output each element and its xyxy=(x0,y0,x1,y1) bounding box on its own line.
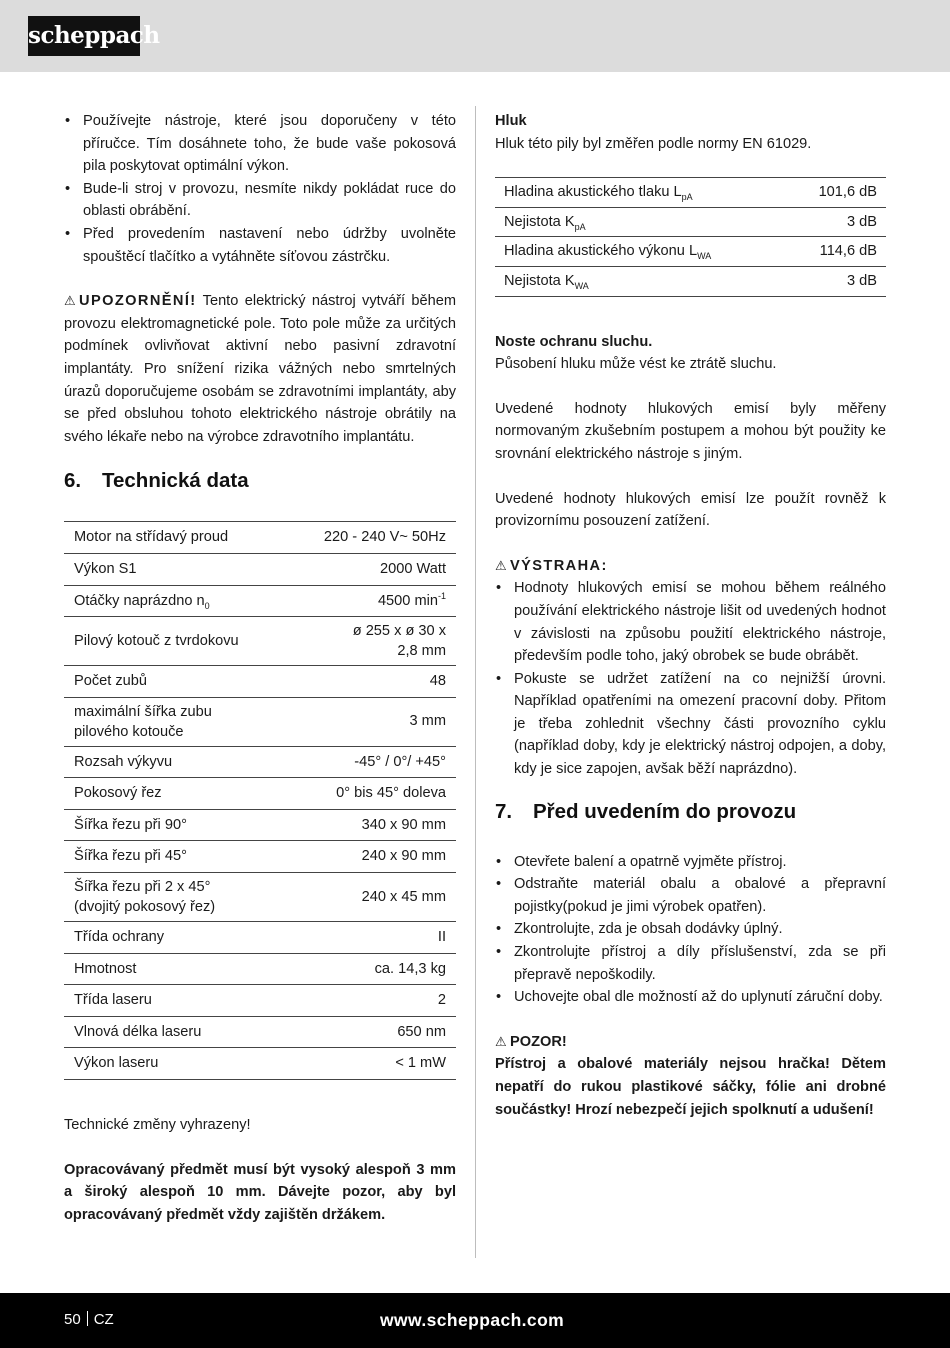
noise-label: Nejistota $K_{WA}$ xyxy=(495,266,787,296)
noise-heading: Hluk xyxy=(495,113,527,129)
table-row xyxy=(64,617,456,666)
warning-bullet-list xyxy=(495,577,886,780)
spec-label: Rozsah výkyvu xyxy=(64,746,286,778)
emf-caution-paragraph xyxy=(64,290,456,448)
table-row xyxy=(495,207,886,237)
list-item: • Odstraňte materiál obalu a obalové a přepravní pojistky(pokud je jimi výrobek opatřen). xyxy=(495,873,886,918)
warning-heading xyxy=(495,555,886,578)
caution-text: Tento elektrický nástroj vytváří během provozu elektromagnetické pole. Toto pole může za určitých podmínek ovlivňovat aktivní nebo pasivní zdravotní implantáty. Pro snížení rizika vážných nebo smrtelných úrazů doporučujeme osobám se zdravotními implantáty, aby se před obsluhou tohoto elektrického nástroje obrátily na svého lékaře nebo na výrobce zdravotního implantátu. xyxy=(64,293,456,445)
noise-value: 3 dB xyxy=(787,266,886,296)
spec-label: Třída laseru xyxy=(64,985,286,1017)
spec-label: Výkon S1 xyxy=(64,553,286,585)
section-title: Před uvedením do provozu xyxy=(533,799,797,823)
table-row xyxy=(64,1016,456,1048)
list-item: • Otevřete balení a opatrně vyjměte přístroj. xyxy=(495,851,886,874)
website-link[interactable]: www.scheppach.com xyxy=(380,1310,565,1330)
table-row xyxy=(64,809,456,841)
spec-value: 2000 Watt xyxy=(286,553,456,585)
table-row xyxy=(64,553,456,585)
table-row xyxy=(64,953,456,985)
spec-label: maximální šířka zubu pilového kotouče xyxy=(64,697,286,746)
spec-value: ca. 14,3 kg xyxy=(286,953,456,985)
spec-label: Třída ochrany xyxy=(64,922,286,954)
table-row xyxy=(64,746,456,778)
intro-bullet-list xyxy=(64,110,456,268)
spec-value: 0° bis 45° doleva xyxy=(286,778,456,810)
table-row xyxy=(64,522,456,554)
spec-value: -45° / 0°/ +45° xyxy=(286,746,456,778)
noise-label: Hladina akustického tlaku $L_{pA}$ xyxy=(495,178,787,208)
noise-label: Nejistota $K_{pA}$ xyxy=(495,207,787,237)
spec-value: < 1 mW xyxy=(286,1048,456,1080)
warning-triangle-icon: ⚠ xyxy=(495,1033,507,1049)
noise-value: 3 dB xyxy=(787,207,886,237)
table-row xyxy=(64,922,456,954)
noise-intro: Hluk této pily byl změřen podle normy EN 61029. xyxy=(495,135,812,152)
spec-value: 2 xyxy=(286,985,456,1017)
spec-label: Počet zubů xyxy=(64,666,286,698)
list-item: • Zkontrolujte přístroj a díly příslušenství, zda se při přepravě nepoškodily. xyxy=(495,941,886,986)
table-row xyxy=(64,1048,456,1080)
spec-label: Šířka řezu při 90° xyxy=(64,809,286,841)
section-6-heading xyxy=(64,466,456,496)
spec-value: 240 x 90 mm xyxy=(286,841,456,873)
attention-label: POZOR! xyxy=(510,1033,567,1050)
spec-label: Šířka řezu při 2 x 45° (dvojitý pokosový řez) xyxy=(64,873,286,922)
table-row xyxy=(64,666,456,698)
attention-heading xyxy=(495,1031,886,1054)
list-item: • Pokuste se udržet zatížení na co nejnižší úrovni. Například opatřeními na omezení pracovní doby. Přitom je třeba zohlednit všechny části provozního cyklu (například doby, kdy je elektrický nástroj odpojen, a doby, kdy je sice zapojen, avšak běží naprázdno). xyxy=(495,668,886,781)
spec-label: Šířka řezu při 45° xyxy=(64,841,286,873)
table-row xyxy=(64,778,456,810)
table-row xyxy=(495,178,886,208)
warning-label: VÝSTRAHA: xyxy=(510,557,608,574)
page-footer xyxy=(0,1293,950,1348)
emission-paragraph-2: Uvedené hodnoty hlukových emisí lze použít rovněž k provizornímu posouzení zatížení. xyxy=(495,490,886,530)
noise-value: 101,6 dB xyxy=(787,178,886,208)
list-item: • Uchovejte obal dle možností až do uplynutí záruční doby. xyxy=(495,986,886,1009)
list-item: • Bude-li stroj v provozu, nesmíte nikdy pokládat ruce do oblasti obrábění. xyxy=(64,178,456,223)
table-row xyxy=(64,841,456,873)
table-row xyxy=(495,237,886,267)
warning-triangle-icon: ⚠ xyxy=(495,557,507,573)
spec-value: 340 x 90 mm xyxy=(286,809,456,841)
spec-value: 240 x 45 mm xyxy=(286,873,456,922)
spec-label: Vlnová délka laseru xyxy=(64,1016,286,1048)
spec-value: 48 xyxy=(286,666,456,698)
list-item: • Používejte nástroje, které jsou doporučeny v této příručce. Tím dosáhnete toho, že bude vaše pokosová pila poskytovat optimální výkon. xyxy=(64,110,456,178)
scheppach-logo: scheppach xyxy=(28,16,140,56)
spec-value: 220 - 240 V~ 50Hz xyxy=(286,522,456,554)
technical-changes-note: Technické změny vyhrazeny! xyxy=(64,1117,251,1134)
spec-value: ø 255 x ø 30 x 2,8 mm xyxy=(286,617,456,666)
page-number: 50 CZ xyxy=(64,1311,114,1328)
table-row xyxy=(64,585,456,617)
workpiece-note: Opracovávaný předmět musí být vysoký alespoň 3 mm a široký alespoň 10 mm. Dávejte pozor, aby byl opracovávaný předmět vždy zajištěn držákem. xyxy=(64,1161,456,1223)
noise-label: Hladina akustického výkonu $L_{WA}$ xyxy=(495,237,787,267)
right-column xyxy=(495,110,886,1121)
separator-bar xyxy=(87,1311,88,1326)
spec-label: Pilový kotouč z tvrdokovu xyxy=(64,617,286,666)
left-column xyxy=(64,110,456,1226)
table-row xyxy=(64,697,456,746)
spec-value: II xyxy=(286,922,456,954)
spec-label: Výkon laseru xyxy=(64,1048,286,1080)
spec-label: Pokosový řez xyxy=(64,778,286,810)
attention-text: Přístroj a obalové materiály nejsou hračka! Dětem nepatří do rukou plastikové sáčky, fólie ani drobné součástky! Hrozí nebezpečí jejich spolknutí a udušení! xyxy=(495,1056,886,1118)
list-item: • Zkontrolujte, zda je obsah dodávky úplný. xyxy=(495,918,886,941)
column-divider xyxy=(475,106,476,1258)
page-header xyxy=(0,0,950,72)
caution-label: UPOZORNĚNÍ! xyxy=(79,293,197,310)
table-row xyxy=(64,985,456,1017)
spec-value: 3 mm xyxy=(286,697,456,746)
section-title: Technická data xyxy=(102,469,249,493)
table-row xyxy=(495,266,886,296)
emission-paragraph-1: Uvedené hodnoty hlukových emisí byly měřeny normovaným zkušebním postupem a mohou být použity ke srovnání elektrického nástroje s jiným. xyxy=(495,400,886,462)
spec-value: 650 nm xyxy=(286,1016,456,1048)
section-number: 7. xyxy=(495,799,513,823)
warning-triangle-icon: ⚠ xyxy=(64,293,76,309)
spec-label: Hmotnost xyxy=(64,953,286,985)
noise-value: 114,6 dB xyxy=(787,237,886,267)
hearing-protection-heading: Noste ochranu sluchu. xyxy=(495,333,653,350)
technical-data-table xyxy=(64,521,456,1080)
list-item: • Hodnoty hlukových emisí se mohou během reálného používání elektrického nástroje lišit od uvedených hodnot v závislosti na způsobu použití elektrického nástroje, především podle toho, jaký obrobek se bude obrábět. xyxy=(495,577,886,667)
noise-table xyxy=(495,177,886,296)
spec-label: Otáčky naprázdno $n_0$ xyxy=(64,585,286,617)
section-7-bullet-list xyxy=(495,851,886,1009)
list-item: • Před provedením nastavení nebo údržby uvolněte spouštěcí tlačítko a vytáhněte síťovou zástrčku. xyxy=(64,223,456,268)
table-row xyxy=(64,873,456,922)
spec-value: 4500 $\min^{-1}$ xyxy=(286,585,456,617)
section-7-heading xyxy=(495,797,886,827)
hearing-protection-text: Působení hluku může vést ke ztrátě sluchu. xyxy=(495,356,777,373)
spec-label: Motor na střídavý proud xyxy=(64,522,286,554)
section-number: 6. xyxy=(64,469,82,493)
